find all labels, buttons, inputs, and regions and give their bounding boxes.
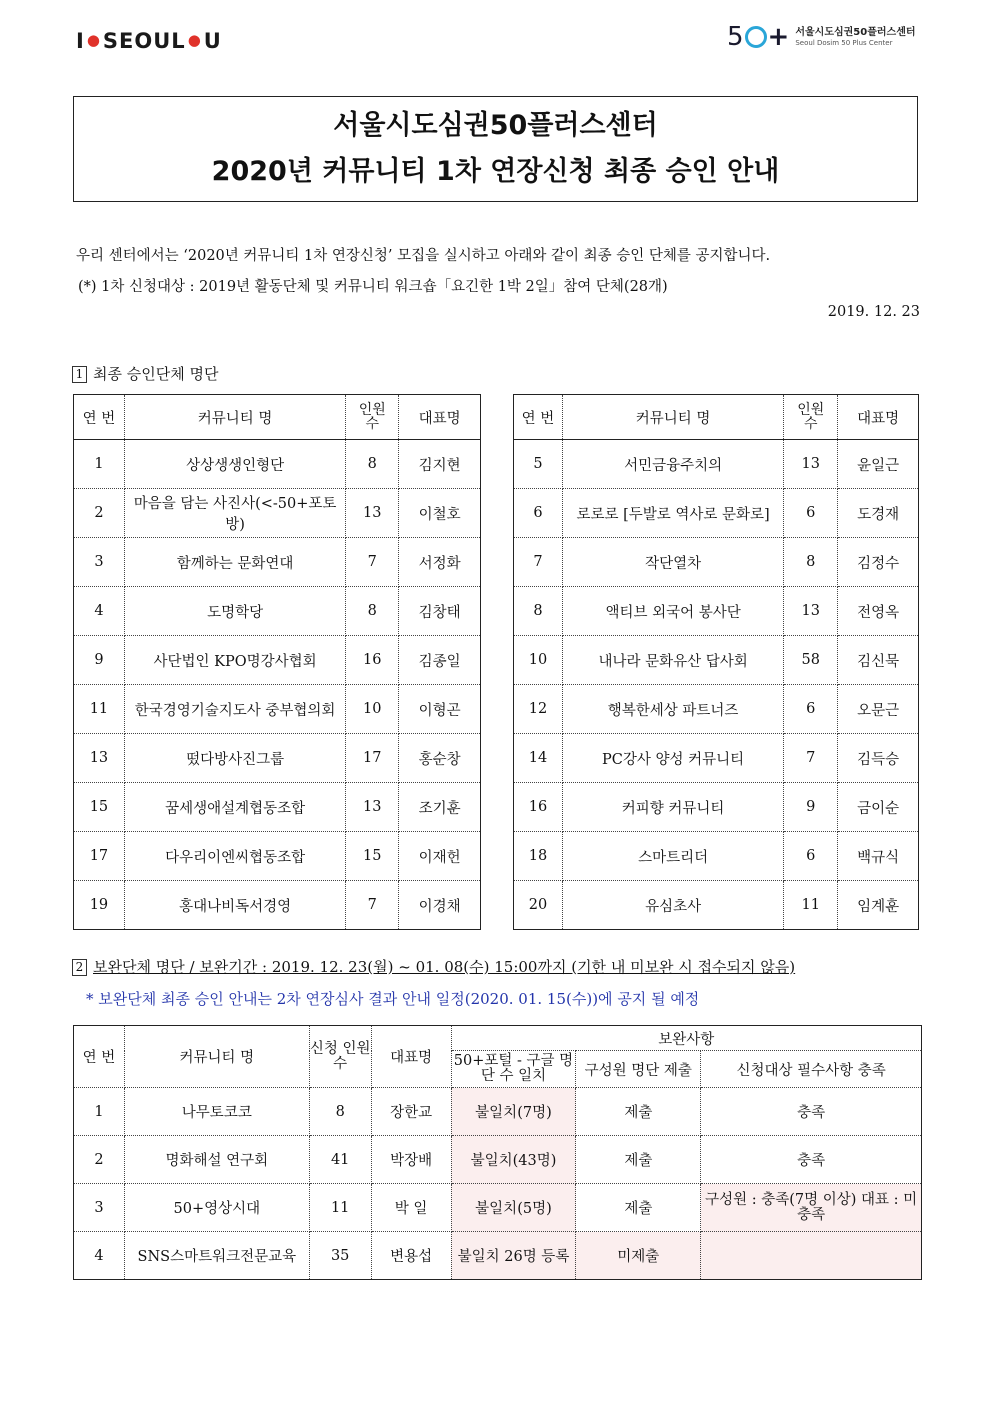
title-line1: 서울시도심권50플러스센터 bbox=[333, 110, 658, 141]
table-cell: 7 bbox=[346, 881, 399, 930]
table-cell: 홍순창 bbox=[399, 734, 481, 783]
table-cell: 4 bbox=[74, 587, 125, 636]
table-cell: 41 bbox=[309, 1136, 371, 1184]
table-cell: 이형곤 bbox=[399, 685, 481, 734]
table-cell: 전영옥 bbox=[838, 587, 919, 636]
table-row bbox=[74, 881, 481, 930]
center-name-ko: 서울시도심권50플러스센터 bbox=[795, 27, 916, 39]
table-row bbox=[74, 783, 481, 832]
table-row bbox=[514, 734, 919, 783]
center-name-en: Seoul Dosim 50 Plus Center bbox=[795, 38, 893, 47]
table-cell: 2 bbox=[74, 489, 125, 538]
table-cell: 16 bbox=[514, 783, 563, 832]
table-cell: 김창태 bbox=[399, 587, 481, 636]
table-cell bbox=[701, 1232, 922, 1280]
fifty-plus-icon: 5 + bbox=[727, 22, 790, 52]
col-rep: 대표명 bbox=[371, 1026, 451, 1088]
table-cell: 19 bbox=[74, 881, 125, 930]
table-cell: 20 bbox=[514, 881, 563, 930]
table-cell: 50+영상시대 bbox=[124, 1184, 309, 1232]
col-group: 보완사항 bbox=[451, 1026, 921, 1051]
table-cell: 행복한세상 파트너즈 bbox=[562, 685, 783, 734]
table-cell: 9 bbox=[74, 636, 125, 685]
table-cell: 8 bbox=[346, 587, 399, 636]
table-cell: 10 bbox=[514, 636, 563, 685]
table-cell: 오문근 bbox=[838, 685, 919, 734]
table-cell: 나무토코코 bbox=[124, 1088, 309, 1136]
table-cell: 11 bbox=[74, 685, 125, 734]
table-row bbox=[74, 538, 481, 587]
table-cell: 커피향 커뮤니티 bbox=[562, 783, 783, 832]
table-cell: 13 bbox=[74, 734, 125, 783]
table-cell: 로로로 [두발로 역사로 문화로] bbox=[562, 489, 783, 538]
table-cell: 이경채 bbox=[399, 881, 481, 930]
table-row bbox=[74, 734, 481, 783]
table-cell: 구성원 : 충족(7명 이상) 대표 : 미충족 bbox=[701, 1184, 922, 1232]
table-cell: 1 bbox=[74, 440, 125, 489]
table-cell: 도명학당 bbox=[124, 587, 345, 636]
table-cell: 2 bbox=[74, 1136, 125, 1184]
table-cell: 10 bbox=[346, 685, 399, 734]
table-cell: 8 bbox=[309, 1088, 371, 1136]
table-cell: 윤일근 bbox=[838, 440, 919, 489]
table-cell: 6 bbox=[514, 489, 563, 538]
table-row bbox=[514, 783, 919, 832]
table-cell: 백규식 bbox=[838, 832, 919, 881]
col-count: 신청 인원 수 bbox=[309, 1026, 371, 1088]
col-requirement: 신청대상 필수사항 충족 bbox=[701, 1051, 922, 1088]
table-cell: 꿈세생애설계협동조합 bbox=[124, 783, 345, 832]
table-cell: 1 bbox=[74, 1088, 125, 1136]
table-row bbox=[74, 1088, 922, 1136]
table-cell: 미제출 bbox=[576, 1232, 701, 1280]
table-cell: 박 일 bbox=[371, 1184, 451, 1232]
table-cell: 7 bbox=[346, 538, 399, 587]
table-cell: 58 bbox=[784, 636, 838, 685]
table-cell: 5 bbox=[514, 440, 563, 489]
table-cell: 김득승 bbox=[838, 734, 919, 783]
table-cell: SNS스마트워크전문교육 bbox=[124, 1232, 309, 1280]
intro-text: 우리 센터에서는 ‘2020년 커뮤니티 1차 연장신청’ 모집을 실시하고 아래와 같이 최종 승인 단체를 공지합니다. bbox=[76, 248, 771, 264]
col-no: 연 번 bbox=[74, 395, 125, 440]
table-row bbox=[514, 440, 919, 489]
approved-table-left bbox=[73, 394, 481, 930]
table-cell: 8 bbox=[514, 587, 563, 636]
table-cell: 함께하는 문화연대 bbox=[124, 538, 345, 587]
table-cell: 충족 bbox=[701, 1088, 922, 1136]
table-cell: 6 bbox=[784, 489, 838, 538]
table-cell: 임계훈 bbox=[838, 881, 919, 930]
section1-heading: 1 최종 승인단체 명단 bbox=[72, 363, 218, 384]
table-cell: 서민금융주치의 bbox=[562, 440, 783, 489]
table-cell: 이철호 bbox=[399, 489, 481, 538]
title-line2: 2020년 커뮤니티 1차 연장신청 최종 승인 안내 bbox=[211, 156, 780, 187]
table-cell: 11 bbox=[784, 881, 838, 930]
table-row bbox=[74, 1184, 922, 1232]
table-cell: 명화해설 연구회 bbox=[124, 1136, 309, 1184]
table-cell: 17 bbox=[74, 832, 125, 881]
table-cell: 11 bbox=[309, 1184, 371, 1232]
table-cell: 조기훈 bbox=[399, 783, 481, 832]
table-cell: 7 bbox=[784, 734, 838, 783]
title-box bbox=[73, 96, 918, 202]
table-cell: 13 bbox=[784, 587, 838, 636]
table-cell: 작단열차 bbox=[562, 538, 783, 587]
table-cell: 충족 bbox=[701, 1136, 922, 1184]
table-cell: 3 bbox=[74, 538, 125, 587]
logo-dot-icon: ● bbox=[187, 31, 202, 49]
table-cell: 불일치 26명 등록 bbox=[451, 1232, 576, 1280]
table-cell: 8 bbox=[346, 440, 399, 489]
table-cell: 9 bbox=[784, 783, 838, 832]
table-row bbox=[514, 636, 919, 685]
table-cell: 박장배 bbox=[371, 1136, 451, 1184]
table-cell: 김정수 bbox=[838, 538, 919, 587]
table-cell: 유심초사 bbox=[562, 881, 783, 930]
table-cell: 35 bbox=[309, 1232, 371, 1280]
col-no: 연 번 bbox=[74, 1026, 125, 1088]
table-cell: 15 bbox=[346, 832, 399, 881]
table-cell: 마음을 담는 사진사(<-50+포토방) bbox=[124, 489, 345, 538]
table-cell: 떴다방사진그룹 bbox=[124, 734, 345, 783]
table-cell: 홍대나비독서경영 bbox=[124, 881, 345, 930]
table-row bbox=[74, 489, 481, 538]
table-cell: 김지현 bbox=[399, 440, 481, 489]
table-row bbox=[74, 1136, 922, 1184]
col-no: 연 번 bbox=[514, 395, 563, 440]
table-row bbox=[74, 440, 481, 489]
table-cell: 불일치(43명) bbox=[451, 1136, 576, 1184]
table-cell: 액티브 외국어 봉사단 bbox=[562, 587, 783, 636]
table-cell: 이재헌 bbox=[399, 832, 481, 881]
table-row bbox=[514, 685, 919, 734]
table-cell: 김신묵 bbox=[838, 636, 919, 685]
table-cell: 다우리이엔씨협동조합 bbox=[124, 832, 345, 881]
table-row bbox=[74, 1232, 922, 1280]
col-count: 인원 수 bbox=[784, 395, 838, 440]
table-row bbox=[514, 881, 919, 930]
table-cell: 제출 bbox=[576, 1184, 701, 1232]
table-cell: 상상생생인형단 bbox=[124, 440, 345, 489]
section2-note: * 보완단체 최종 승인 안내는 2차 연장심사 결과 안내 일정(2020. 01. 15(수))에 공지 될 예정 bbox=[86, 990, 700, 1008]
table-cell: 16 bbox=[346, 636, 399, 685]
table-cell: 15 bbox=[74, 783, 125, 832]
approved-table-right bbox=[513, 394, 919, 930]
table-cell: 6 bbox=[784, 832, 838, 881]
table-cell: 불일치(5명) bbox=[451, 1184, 576, 1232]
table-cell: 7 bbox=[514, 538, 563, 587]
table-cell: 불일치(7명) bbox=[451, 1088, 576, 1136]
table-cell: 장한교 bbox=[371, 1088, 451, 1136]
table-cell: 스마트리더 bbox=[562, 832, 783, 881]
col-name: 커뮤니티 명 bbox=[124, 1026, 309, 1088]
table-cell: 13 bbox=[346, 489, 399, 538]
col-rep: 대표명 bbox=[399, 395, 481, 440]
table-row bbox=[74, 636, 481, 685]
table-cell: 18 bbox=[514, 832, 563, 881]
table-cell: 금이순 bbox=[838, 783, 919, 832]
table-cell: 17 bbox=[346, 734, 399, 783]
table-row bbox=[74, 587, 481, 636]
table-row bbox=[514, 587, 919, 636]
table-row bbox=[74, 685, 481, 734]
table-cell: 12 bbox=[514, 685, 563, 734]
table-cell: PC강사 양성 커뮤니티 bbox=[562, 734, 783, 783]
table-cell: 8 bbox=[784, 538, 838, 587]
table-cell: 3 bbox=[74, 1184, 125, 1232]
col-count: 인원 수 bbox=[346, 395, 399, 440]
col-rep: 대표명 bbox=[838, 395, 919, 440]
table-row bbox=[74, 832, 481, 881]
table-cell: 13 bbox=[346, 783, 399, 832]
table-cell: 제출 bbox=[576, 1088, 701, 1136]
supplement-table bbox=[73, 1025, 922, 1280]
table-row bbox=[514, 832, 919, 881]
col-name: 커뮤니티 명 bbox=[124, 395, 345, 440]
col-portal-match: 50+포털 - 구글 명단 수 일치 bbox=[451, 1051, 576, 1088]
table-cell: 13 bbox=[784, 440, 838, 489]
seoul-logo: I ●SEOUL ●U bbox=[76, 29, 222, 53]
section2-heading: 2 보완단체 명단 / 보완기간 : 2019. 12. 23(월) ~ 01. 08(수) 15:00까지 (기한 내 미보완 시 접수되지 않음) bbox=[72, 956, 795, 977]
table-cell: 6 bbox=[784, 685, 838, 734]
intro-note: (*) 1차 신청대상 : 2019년 활동단체 및 커뮤니티 워크숍「요긴한 1박 2일」참여 단체(28개) bbox=[78, 279, 668, 295]
col-member-list: 구성원 명단 제출 bbox=[576, 1051, 701, 1088]
center-logo bbox=[727, 22, 916, 52]
logo-dot-icon: ● bbox=[86, 31, 101, 49]
table-cell: 내나라 문화유산 답사회 bbox=[562, 636, 783, 685]
table-row bbox=[514, 489, 919, 538]
notice-date: 2019. 12. 23 bbox=[827, 304, 920, 320]
table-cell: 제출 bbox=[576, 1136, 701, 1184]
table-cell: 사단법인 KPO명강사협회 bbox=[124, 636, 345, 685]
table-cell: 14 bbox=[514, 734, 563, 783]
table-row bbox=[514, 538, 919, 587]
table-cell: 4 bbox=[74, 1232, 125, 1280]
table-cell: 도경재 bbox=[838, 489, 919, 538]
table-cell: 한국경영기술지도사 중부협의회 bbox=[124, 685, 345, 734]
col-name: 커뮤니티 명 bbox=[562, 395, 783, 440]
table-cell: 변용섭 bbox=[371, 1232, 451, 1280]
table-cell: 김종일 bbox=[399, 636, 481, 685]
table-cell: 서정화 bbox=[399, 538, 481, 587]
